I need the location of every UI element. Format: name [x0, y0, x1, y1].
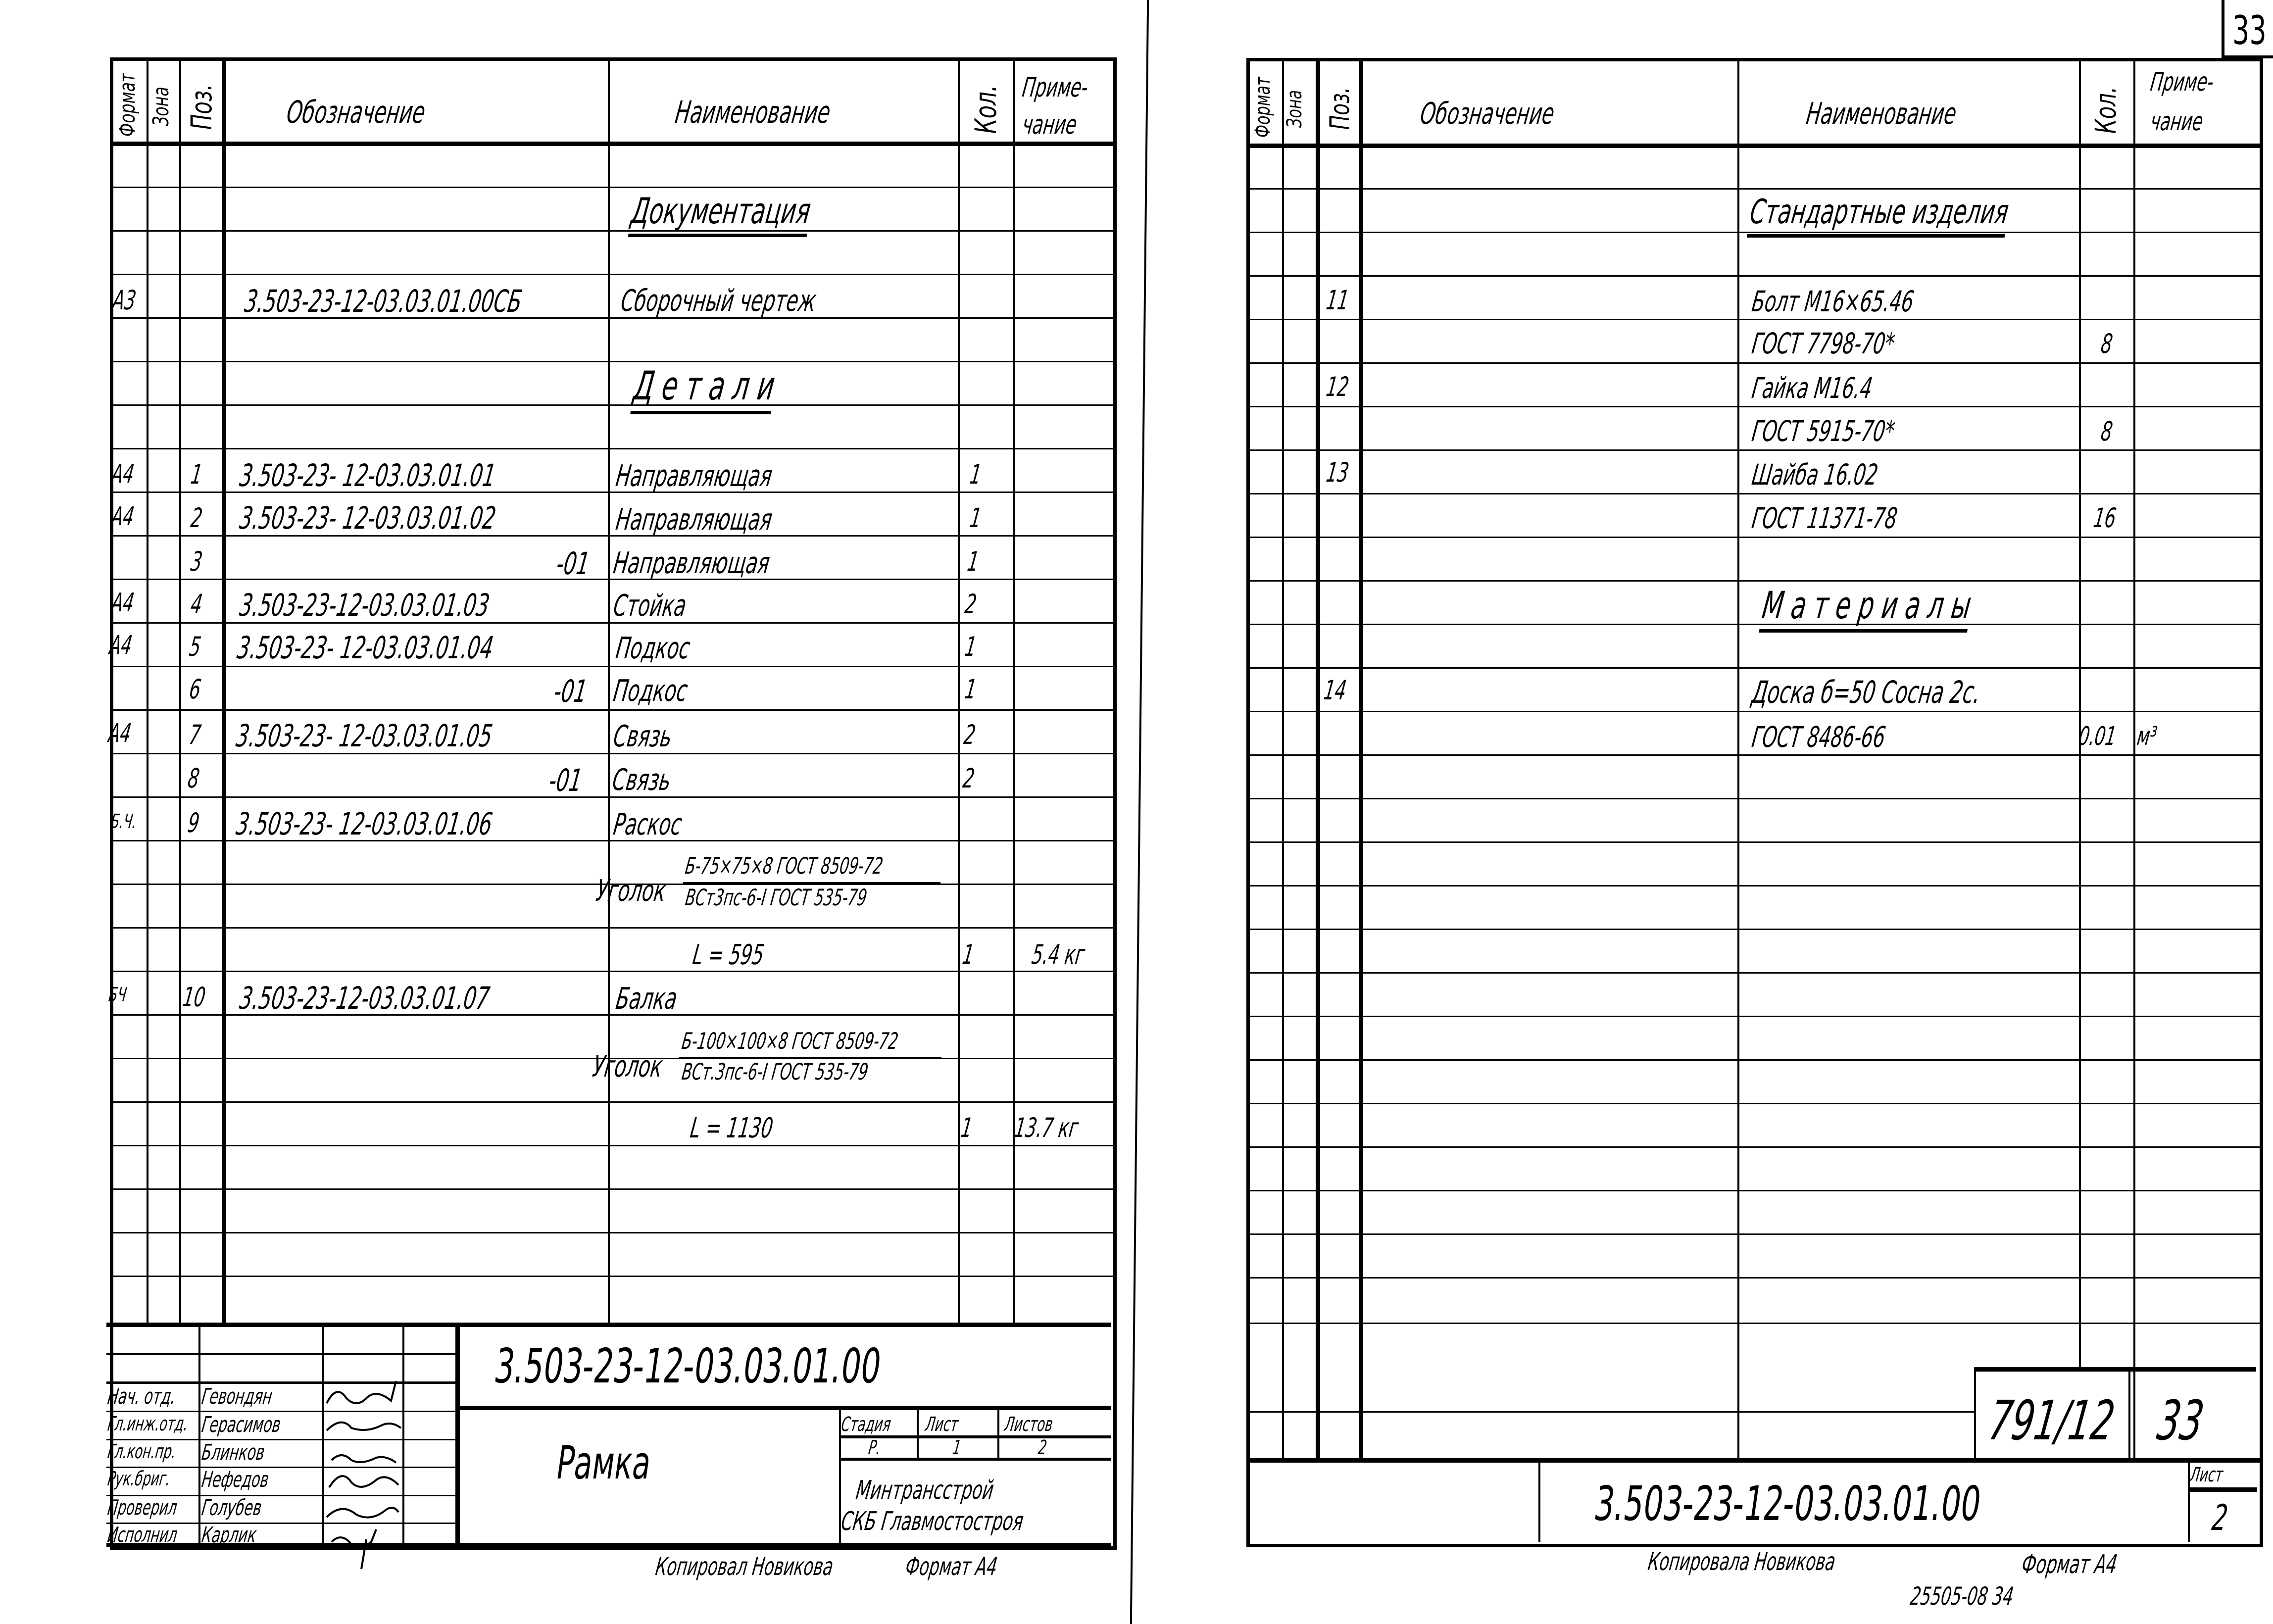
cell-text: 1 — [968, 502, 984, 534]
grid-line — [1246, 275, 2261, 277]
cell-text: 2 — [962, 719, 978, 750]
org-line-1: Минтрансстрой — [854, 1476, 996, 1505]
grid-line — [1246, 667, 2261, 669]
left-col-divider — [222, 57, 226, 1325]
grid-line — [110, 1101, 1113, 1103]
cell-text: Раскос — [611, 807, 685, 842]
col-header-qty: Кол. — [969, 85, 1003, 134]
cell-text: Б-75×75×8 ГОСТ 8509-72 — [684, 852, 885, 879]
grid-line — [106, 1543, 1111, 1547]
grid-line — [1246, 929, 2261, 930]
grid-line — [1246, 537, 2261, 538]
doc-format: А3 — [110, 285, 138, 316]
grid-line — [1246, 885, 2261, 886]
cell-text: ГОСТ 8486-66 — [1750, 720, 1888, 754]
right-bottom-divider — [1538, 1460, 1540, 1542]
grid-line — [917, 1408, 919, 1459]
doc-name: Сборочный чертеж — [619, 284, 819, 318]
cell-text: ВСт.3пс-6-I ГОСТ 535-79 — [680, 1058, 870, 1085]
col-header-qty: Кол. — [2089, 86, 2123, 134]
cell-text: А4 — [106, 719, 133, 748]
right-sheet-number: 2 — [2210, 1497, 2230, 1538]
cell-text: 13 — [1324, 457, 1351, 488]
right-sheet-label: Лист — [2188, 1464, 2224, 1486]
cell-text: Уголок — [591, 1049, 665, 1084]
grid-line — [1246, 580, 2261, 582]
grid-line — [1246, 406, 2261, 407]
left-header-divider — [110, 142, 1113, 146]
footer-copied-by: Копировала Новикова — [1646, 1547, 1837, 1576]
cell-text: 0.01 — [2076, 722, 2119, 751]
cell-text: Связь — [611, 719, 674, 754]
cell-text: 3.503-23- 12-03.03.01.06 — [234, 806, 495, 842]
cell-text: Рук.бриг. — [106, 1468, 172, 1490]
cell-text: 13.7 кг — [1012, 1112, 1081, 1143]
right-designation: 3.503-23-12-03.03.01.00 — [1591, 1476, 1985, 1531]
grid-line — [997, 1408, 999, 1459]
cell-text: 1 — [968, 459, 984, 490]
stamp-album-number: 791/12 — [1985, 1389, 2119, 1452]
cell-text: 6 — [187, 674, 203, 705]
grid-line — [110, 1276, 1113, 1277]
cell-text: Связь — [610, 763, 673, 797]
section-heading-documentation: Документация — [628, 193, 813, 237]
cell-text: ГОСТ 11371-78 — [1750, 501, 1900, 535]
grid-line — [106, 1323, 1111, 1327]
stamp-page-number: 33 — [2154, 1389, 2208, 1452]
cell-text: 3 — [189, 546, 204, 577]
stamp-divider — [1974, 1367, 1976, 1460]
grid-line — [1246, 798, 2261, 799]
cell-text: L = 1130 — [688, 1112, 775, 1144]
cell-text: Проверил — [106, 1495, 179, 1520]
cell-text: 3.503-23- 12-03.03.01.01 — [237, 457, 498, 493]
cell-text: Голубев — [200, 1495, 263, 1521]
org-line-2: СКБ Главмостостроя — [839, 1507, 1026, 1536]
cell-text: ГОСТ 5915-70* — [1750, 414, 1897, 448]
stage-header: Стадия — [840, 1413, 892, 1436]
col-header-pos: Поз. — [1324, 87, 1355, 130]
right-col-divider — [1359, 58, 1363, 1460]
grid-line — [1246, 624, 2261, 625]
col-header-note-2: чание — [1020, 109, 1079, 140]
grid-line — [110, 187, 1113, 188]
col-header-format: Формат — [115, 73, 140, 137]
cell-text: Направляющая — [614, 459, 775, 493]
sheets-header: Листов — [1003, 1413, 1055, 1436]
cell-text: Б-100×100×8 ГОСТ 8509-72 — [680, 1028, 900, 1054]
grid-line — [1246, 493, 2261, 494]
section-heading-materials: М а т е р и а л ы — [1759, 587, 1973, 633]
cell-text: Нефедов — [200, 1467, 271, 1492]
grid-line — [1246, 449, 2261, 451]
grid-line — [110, 666, 1113, 667]
cell-text: 1 — [965, 546, 981, 577]
cell-text: Болт М16×65.46 — [1750, 285, 1916, 318]
cell-text: 8 — [2099, 328, 2115, 359]
cell-text: 3.503-23- 12-03.03.01.02 — [237, 500, 498, 536]
cell-text: 8 — [2099, 416, 2115, 447]
cell-text: Герасимов — [200, 1412, 283, 1437]
left-col-divider — [179, 57, 181, 1325]
cell-text: Направляющая — [614, 502, 775, 537]
stage-value: Р. — [867, 1436, 883, 1459]
cell-text: Подкос — [614, 631, 692, 666]
grid-line — [110, 1188, 1113, 1190]
grid-line — [1246, 1190, 2261, 1191]
grid-line — [1246, 1233, 2261, 1235]
grid-line — [110, 971, 1113, 972]
stamp-divider — [2128, 1367, 2130, 1460]
cell-text: 1 — [959, 1112, 975, 1143]
title-drawing-name: Рамка — [553, 1436, 655, 1489]
page-fold-line — [1130, 0, 1149, 1624]
cell-text: 5.4 кг — [1030, 939, 1087, 970]
cell-text: 1 — [963, 674, 979, 705]
cell-text: Гевондян — [200, 1384, 274, 1409]
corner-page-number: 33 — [2232, 7, 2267, 53]
grid-line — [1246, 319, 2261, 320]
grid-line — [1246, 188, 2261, 190]
grid-line — [110, 448, 1113, 449]
footer-format: Формат А4 — [903, 1552, 999, 1581]
footer-copied-by: Копировал Новикова — [653, 1552, 836, 1581]
cell-text: 12 — [1324, 371, 1351, 402]
cell-text: -01 — [551, 673, 590, 709]
cell-text: А4 — [109, 502, 136, 532]
col-header-designation: Обозначение — [1418, 97, 1557, 131]
grid-line — [1246, 754, 2261, 756]
cell-text: 8 — [186, 763, 201, 794]
doc-designation: 3.503-23-12-03.03.01.00СБ — [242, 283, 525, 319]
grid-line — [110, 927, 1113, 929]
col-header-note-2: чание — [2148, 107, 2205, 137]
grid-line — [106, 1353, 455, 1355]
grid-line — [455, 1325, 460, 1545]
col-header-zone: Зона — [148, 87, 174, 126]
right-col-divider — [1316, 58, 1320, 1460]
col-header-name: Наименование — [1804, 97, 1959, 131]
cell-text: А4 — [107, 631, 134, 660]
cell-text: Направляющая — [611, 546, 772, 581]
section-heading-parts: Д е т а л и — [630, 366, 777, 414]
col-header-zone: Зона — [1282, 90, 1306, 128]
col-header-note-1: Приме- — [2148, 67, 2216, 97]
sheet-header: Лист — [924, 1413, 960, 1436]
col-header-designation: Обозначение — [284, 94, 428, 130]
col-header-name: Наименование — [673, 94, 833, 130]
cell-text: 16 — [2091, 502, 2119, 534]
left-col-divider — [147, 57, 148, 1325]
cell-text: 11 — [1324, 285, 1351, 316]
cell-text: 1 — [960, 939, 976, 970]
grid-line — [1246, 1103, 2261, 1104]
right-bottom-block-top — [1246, 1458, 2261, 1463]
grid-line — [1246, 711, 2261, 712]
right-col-divider — [1737, 58, 1739, 1460]
right-sheet-cell-line — [2188, 1487, 2257, 1492]
cell-text: 10 — [181, 982, 208, 1013]
sheets-value: 2 — [1037, 1436, 1048, 1459]
cell-text: 3.503-23- 12-03.03.01.05 — [234, 718, 495, 754]
grid-line — [1246, 1146, 2261, 1148]
cell-text: 9 — [186, 807, 201, 838]
sheet-value: 1 — [951, 1436, 963, 1459]
cell-text: 3.503-23- 12-03.03.01.04 — [235, 630, 496, 666]
cell-text: 7 — [187, 719, 203, 750]
right-col-divider — [2133, 58, 2135, 1460]
cell-text: 3.503-23-12-03.03.01.03 — [237, 587, 492, 623]
grid-line — [839, 1458, 1111, 1461]
cell-text: Стойка — [611, 589, 689, 623]
grid-line — [455, 1406, 1111, 1410]
cell-text: -01 — [546, 762, 585, 798]
signatures — [322, 1376, 406, 1574]
cell-text: Гайка М16.4 — [1750, 371, 1875, 405]
cell-text: 2 — [961, 763, 977, 794]
grid-line — [1246, 972, 2261, 974]
cell-text: Карлик — [200, 1523, 258, 1548]
cell-text: 2 — [963, 589, 979, 620]
cell-text: м³ — [2135, 722, 2159, 751]
grid-line — [110, 709, 1113, 711]
cell-text: Гл.кон.пр. — [106, 1440, 178, 1463]
grid-line — [110, 361, 1113, 362]
cell-text: Блинков — [200, 1440, 267, 1465]
cell-text: Нач. отд. — [106, 1384, 178, 1409]
cell-text: Б.Ч. — [109, 810, 139, 833]
cell-text: БЧ — [107, 984, 128, 1006]
grid-line — [110, 1232, 1113, 1233]
grid-line — [110, 1145, 1113, 1146]
cell-text: 5 — [187, 631, 203, 662]
cell-text: 1 — [189, 459, 204, 490]
left-col-divider — [958, 57, 960, 1325]
right-sheet-cell-divider — [2188, 1460, 2190, 1542]
col-header-pos: Поз. — [185, 84, 218, 130]
grid-line — [110, 274, 1113, 275]
cell-text: 1 — [963, 631, 979, 662]
section-heading-standard-items: Стандартные изделия — [1747, 196, 2011, 238]
cell-text: 3.503-23-12-03.03.01.07 — [237, 980, 492, 1016]
right-header-divider — [1246, 144, 2261, 148]
stamp-top-line — [1974, 1367, 2256, 1372]
grid-line — [1246, 1323, 2261, 1324]
cell-text: Подкос — [611, 674, 690, 708]
grid-line — [1246, 1016, 2261, 1017]
right-col-divider — [2079, 58, 2081, 1370]
col-header-note-1: Приме- — [1020, 72, 1090, 103]
grid-line — [1246, 362, 2261, 364]
grid-line — [1246, 1277, 2261, 1279]
footer-inventory-number: 25505-08 34 — [1908, 1582, 2016, 1611]
cell-text: 4 — [189, 589, 204, 620]
cell-text: 14 — [1322, 675, 1349, 706]
grid-line — [1246, 1059, 2261, 1061]
cell-text: Балка — [614, 982, 680, 1016]
cell-text: L = 595 — [691, 939, 766, 971]
grid-line — [110, 230, 1113, 232]
cell-text: Шайба 16.02 — [1750, 458, 1880, 492]
grid-line — [1246, 1411, 1974, 1413]
col-header-format: Формат — [1250, 77, 1275, 138]
cell-text: Исполнил — [106, 1523, 179, 1547]
cell-text: Гл.инж.отд. — [106, 1413, 190, 1435]
right-col-divider — [1282, 58, 1284, 1460]
cell-text: ВСт3пс-6-I ГОСТ 535-79 — [684, 884, 869, 911]
title-designation: 3.503-23-12-03.03.01.00 — [491, 1338, 885, 1394]
grid-line — [110, 404, 1113, 406]
cell-text: А4 — [109, 588, 136, 618]
cell-text: 2 — [189, 502, 204, 534]
cell-text: -01 — [554, 545, 592, 582]
footer-format: Формат А4 — [2020, 1550, 2120, 1579]
cell-text: А4 — [109, 459, 136, 489]
cell-text: Доска б=50 Сосна 2с. — [1749, 674, 1983, 710]
left-col-divider — [608, 57, 610, 1325]
cell-text: Уголок — [594, 874, 668, 908]
cell-text: ГОСТ 7798-70* — [1750, 327, 1897, 360]
grid-line — [1246, 841, 2261, 843]
